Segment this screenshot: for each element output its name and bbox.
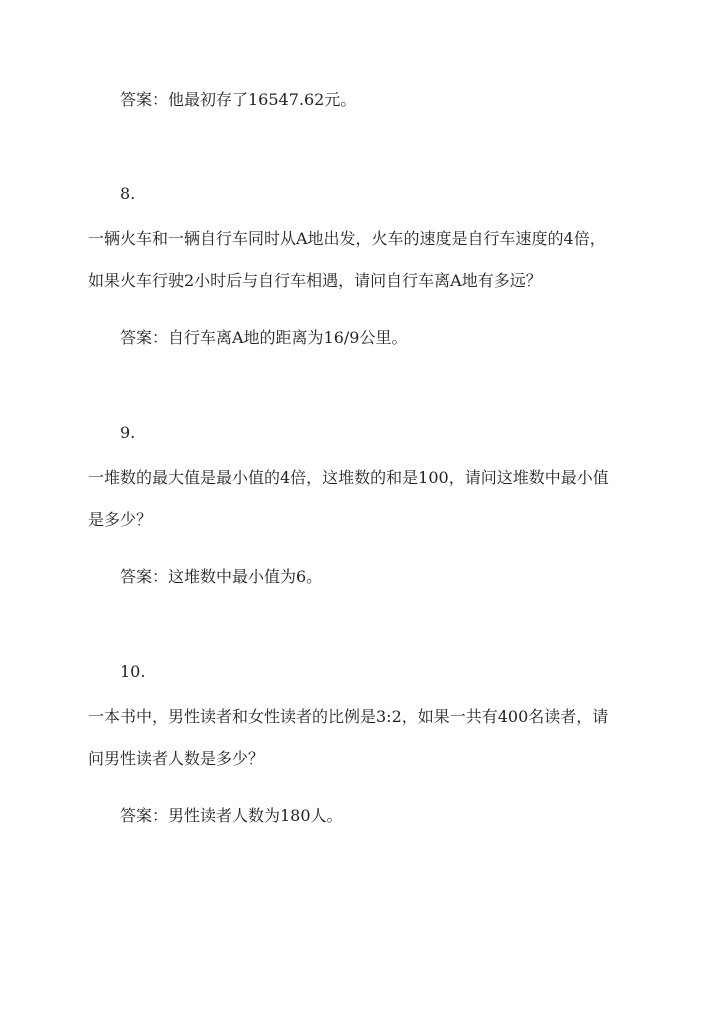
problem-9-line-1: 一堆数的最大值是最小值的4倍，这堆数的和是100，请问这堆数中最小值 xyxy=(88,468,609,487)
answer-9: 答案：这堆数中最小值为6。 xyxy=(120,567,323,586)
problem-8-line-2: 如果火车行驶2小时后与自行车相遇，请问自行车离A地有多远？ xyxy=(88,271,542,290)
problem-9-line-2: 是多少？ xyxy=(88,510,153,529)
problem-10-line-1: 一本书中，男性读者和女性读者的比例是3:2，如果一共有400名读者，请 xyxy=(88,707,609,726)
answer-10: 答案：男性读者人数为180人。 xyxy=(120,806,343,825)
problem-number-8: 8. xyxy=(120,184,136,203)
problem-number-10: 10. xyxy=(120,662,146,681)
problem-number-9: 9. xyxy=(120,423,136,442)
problem-8-line-1: 一辆火车和一辆自行车同时从A地出发，火车的速度是自行车速度的4倍， xyxy=(88,229,606,248)
problem-10-line-2: 问男性读者人数是多少？ xyxy=(88,749,265,768)
answer-8: 答案：自行车离A地的距离为16/9公里。 xyxy=(120,328,408,347)
answer-7: 答案：他最初存了16547.62元。 xyxy=(120,90,357,109)
